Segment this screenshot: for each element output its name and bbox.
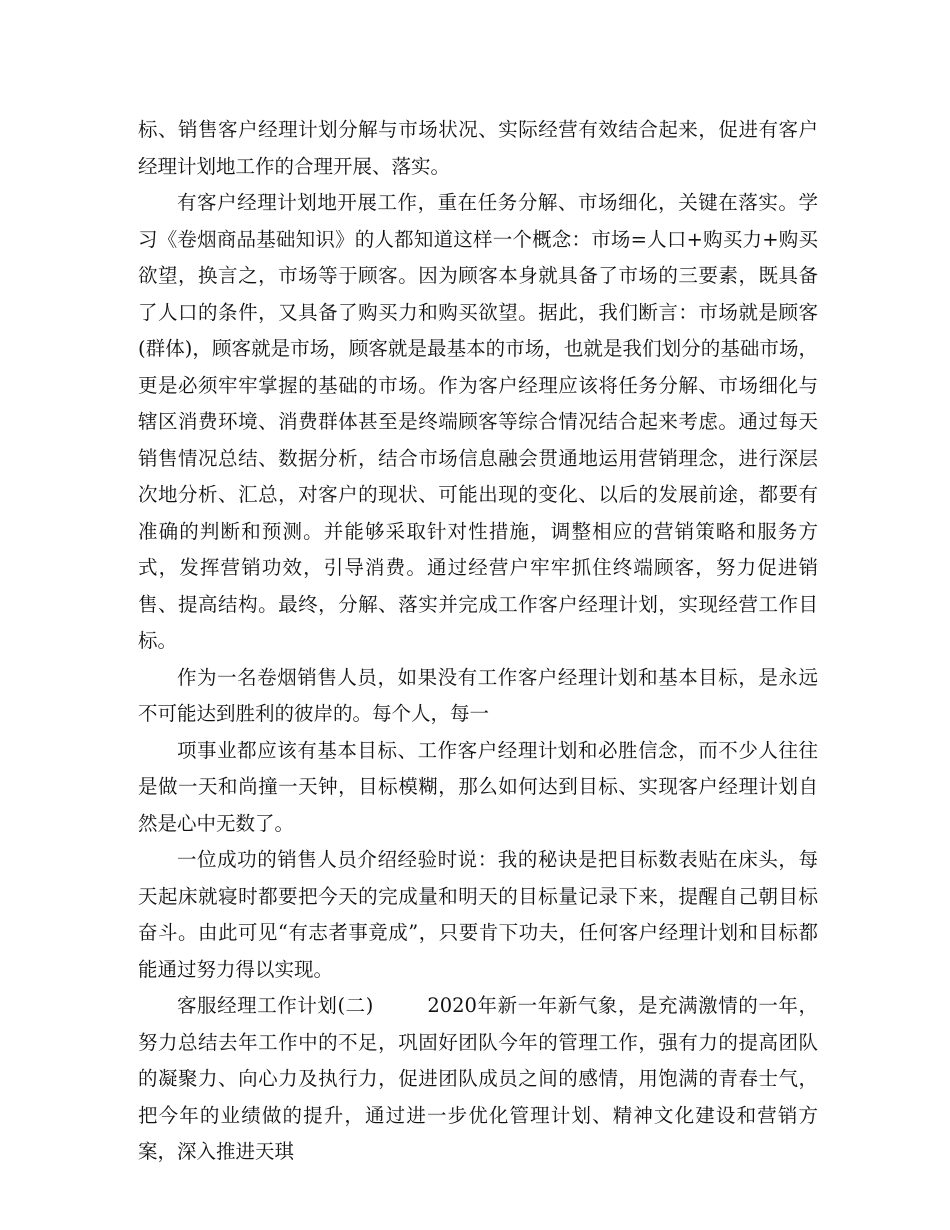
section-paragraph	[138, 988, 818, 1171]
document-body	[138, 112, 818, 1171]
paragraph-career-goals: 项事业都应该有基本目标、工作客户经理计划和必胜信念，而不少人往往是做一天和尚撞一天钟，目标模糊，那么如何达到目标、实现客户经理计划自然是心中无数了。	[138, 738, 818, 835]
paragraph-sales-goals: 作为一名卷烟销售人员，如果没有工作客户经理计划和基本目标，是永远不可能达到胜利的彼岸的。每个人，每一	[138, 665, 818, 725]
section-text: 2020年新一年新气象，是充满激情的一年，努力总结去年工作中的不足，巩固好团队今年的管理工作，强有力的提高团队的凝聚力、向心力及执行力，促进团队成员之间的感情，用饱满的青春士气，把今年的业绩做的提升，通过进一步优化管理计划、精神文化建设和营销方案，深入推进天琪	[138, 994, 818, 1163]
paragraph-market-analysis: 有客户经理计划地开展工作，重在任务分解、市场细化，关键在落实。学习《卷烟商品基础知识》的人都知道这样一个概念：市场=人口+购买力+购买欲望，换言之，市场等于顾客。因为顾客本身就具备了市场的三要素，既具备了人口的条件，又具备了购买力和购买欲望。据此，我们断言：市场就是顾客(群体)，顾客就是市场，顾客就是最基本的市场，也就是我们划分的基础市场，更是必须牢牢掌握的基础的市场。作为客户经理应该将任务分解、市场细化与辖区消费环境、消费群体甚至是终端顾客等综合情况结合起来考虑。通过每天销售情况总结、数据分析，结合市场信息融会贯通地运用营销理念，进行深层次地分析、汇总，对客户的现状、可能出现的变化、以后的发展前途，都要有准确的判断和预测。并能够采取针对性措施，调整相应的营销策略和服务方式，发挥营销功效，引导消费。通过经营户牢牢抓住终端顾客，努力促进销售、提高结构。最终，分解、落实并完成工作客户经理计划，实现经营工作目标。	[138, 191, 818, 652]
paragraph-continuation: 标、销售客户经理计划分解与市场状况、实际经营有效结合起来，促进有客户经理计划地工作的合理开展、落实。	[138, 118, 818, 178]
section-heading: 客服经理工作计划(二)	[177, 994, 374, 1017]
paragraph-success-story: 一位成功的销售人员介绍经验时说：我的秘诀是把目标数表贴在床头，每天起床就寝时都要把今天的完成量和明天的目标量记录下来，提醒自己朝目标奋斗。由此可见“有志者事竟成”，只要肯下功夫，任何客户经理计划和目标都能通过努力得以实现。	[138, 848, 818, 981]
